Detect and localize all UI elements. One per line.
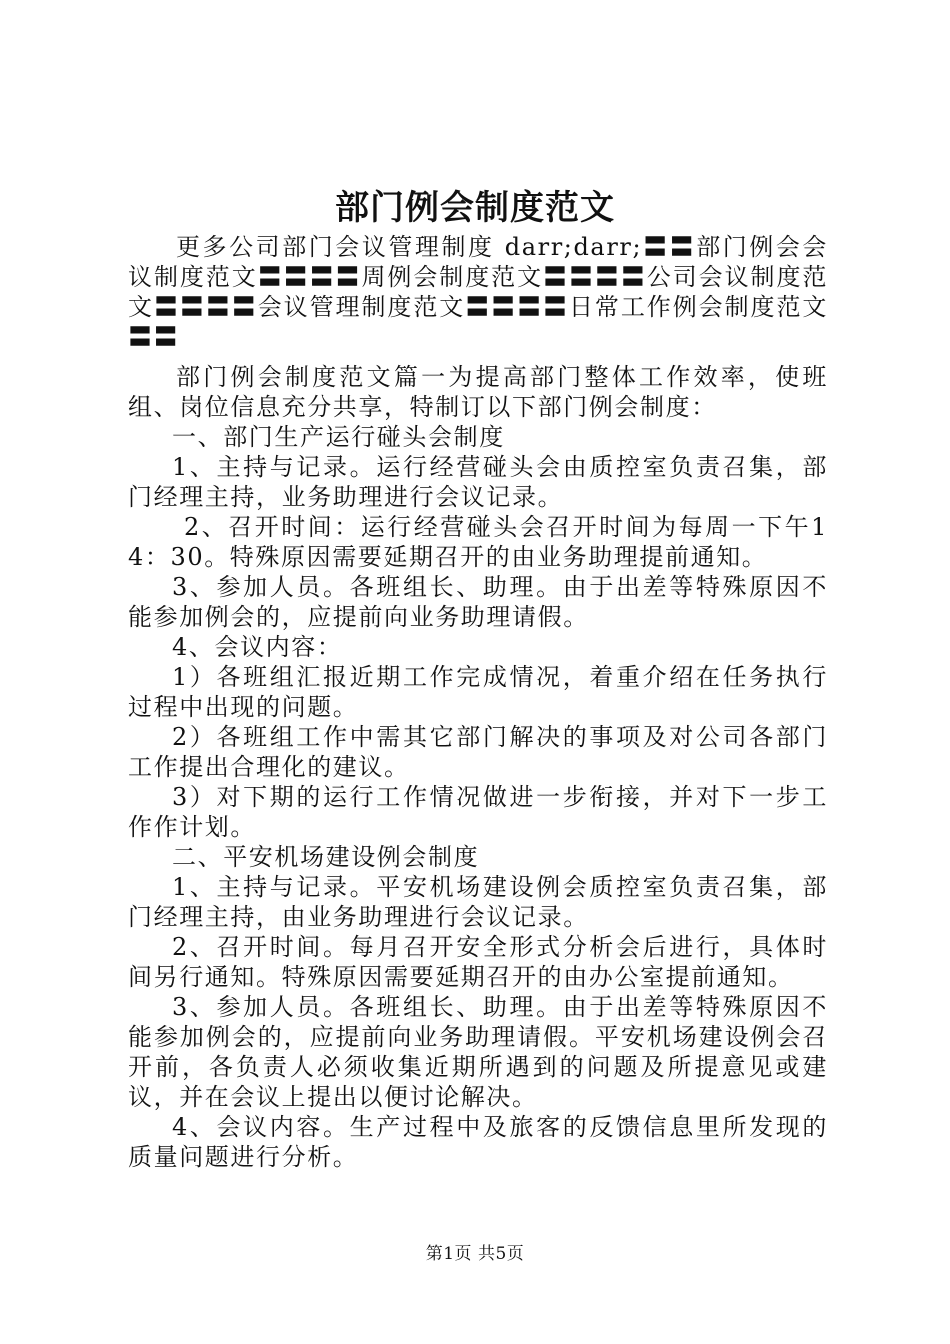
paragraph-9: 1、主持与记录。平安机场建设例会质控室负责召集，部门经理主持，由业务助理进行会议记录。 [128,873,828,931]
paragraph-2: 1、主持与记录。运行经营碰头会由质控室负责召集，部门经理主持，业务助理进行会议记录。 [128,453,828,511]
intro-paragraph: 更多公司部门会议管理制度 darr;darr;〓〓部门例会会议制度范文〓〓〓〓周例会制度范文〓〓〓〓公司会议制度范文〓〓〓〓会议管理制度范文〓〓〓〓日常工作例会制度范文〓〓 [128,233,828,351]
paragraph-3: 2、召开时间：运行经营碰头会召开时间为每周一下午14：30。特殊原因需要延期召开的由业务助理提前通知。 [128,513,828,571]
section-heading-2: 二、平安机场建设例会制度 [172,843,480,871]
paragraph-5: 4、会议内容： [172,633,343,661]
intro-block [128,232,828,352]
paragraph-12: 4、会议内容。生产过程中及旅客的反馈信息里所发现的质量问题进行分析。 [128,1113,828,1171]
paragraph-6: 1）各班组汇报近期工作完成情况，着重介绍在任务执行过程中出现的问题。 [128,663,828,721]
paragraph-7: 2）各班组工作中需其它部门解决的事项及对公司各部门工作提出合理化的建议。 [128,723,828,781]
page-footer: 第1页 共5页 [425,1244,525,1264]
document-body [128,232,828,1172]
paragraph-11: 3、参加人员。各班组长、助理。由于出差等特殊原因不能参加例会的，应提前向业务助理请假。平安机场建设例会召开前，各负责人必须收集近期所遇到的问题及所提意见或建议，并在会议上提出以便讨论解决。 [128,993,828,1111]
paragraph-10: 2、召开时间。每月召开安全形式分析会后进行，具体时间另行通知。特殊原因需要延期召开的由办公室提前通知。 [128,933,828,991]
paragraph-4: 3、参加人员。各班组长、助理。由于出差等特殊原因不能参加例会的，应提前向业务助理请假。 [128,573,828,631]
paragraph-8: 3）对下期的运行工作情况做进一步衔接，并对下一步工作作计划。 [128,783,828,841]
spacer [128,352,828,362]
document-title: 部门例会制度范文 [335,188,615,228]
section-heading-1: 一、部门生产运行碰头会制度 [172,423,505,451]
paragraph-1: 部门例会制度范文篇一为提高部门整体工作效率，使班组、岗位信息充分共享，特制订以下部门例会制度： [128,363,828,421]
